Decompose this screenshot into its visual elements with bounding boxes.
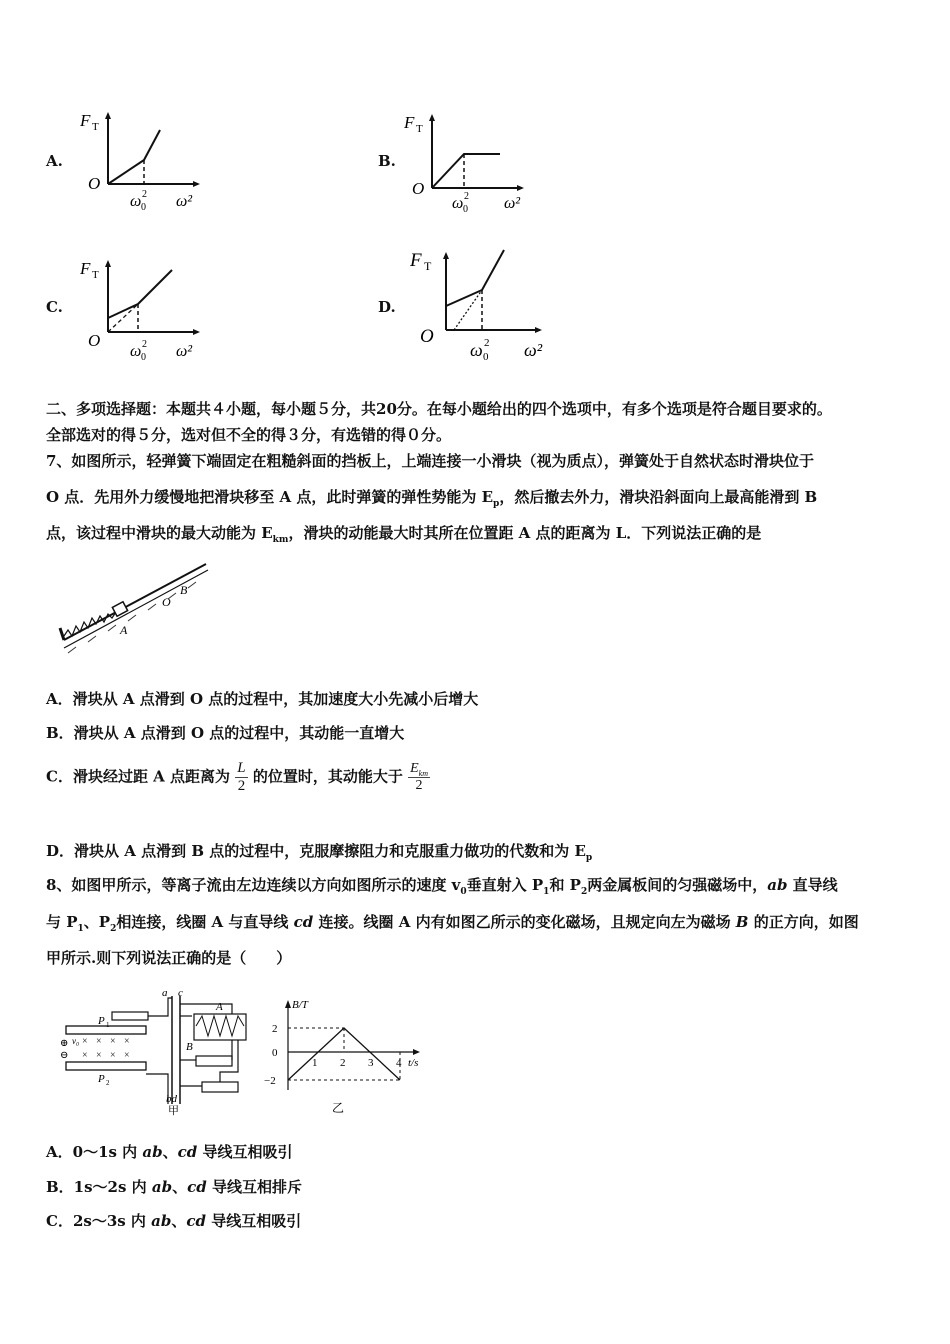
svg-text:2: 2 [142, 189, 147, 200]
q8-option-c: C．2s～3s 内 ab、cd 导线互相吸引 [46, 1212, 302, 1230]
q8-stem-line3: 甲所示.则下列说法正确的是（ ） [46, 949, 292, 967]
q7-frac-ekm-over-2: $\frac{E_{km}}{2}$ [410, 760, 428, 794]
graph-c-ylabel: F [80, 259, 91, 278]
graph-option-b [404, 108, 539, 218]
q8-graph-xlabel: t/s [408, 1057, 419, 1069]
q8-label-a: a [162, 987, 168, 999]
q8-graph-ytop: 2 [272, 1023, 278, 1035]
svg-text:2: 2 [484, 337, 490, 349]
q8-graph-ybot: −2 [264, 1075, 276, 1087]
q8-option-a: A．0～1s 内 ab、cd 导线互相吸引 [46, 1143, 293, 1161]
graph-c-origin: O [88, 331, 101, 350]
svg-text:⊖: ⊖ [60, 1050, 69, 1061]
graph-d-tick: ω [470, 340, 483, 360]
graph-d-curve [446, 250, 504, 306]
graph-b-ysub: T [416, 123, 423, 135]
graph-d-ysub: T [424, 259, 432, 273]
q7-incline-figure [56, 560, 216, 655]
q8-figure [56, 986, 436, 1116]
q7-stem-line1: 7、如图所示，轻弹簧下端固定在粗糙斜面的挡板上，上端连接一小滑块（视为质点），弹簧处于自然状态时滑块位于 [46, 452, 814, 470]
q8-xtick-3: 3 [368, 1057, 374, 1069]
option-c-label: C. [46, 298, 63, 316]
q7-label-o: O [162, 595, 171, 609]
graph-a-ylabel: F [80, 111, 91, 130]
q7-label-a: A [120, 623, 128, 637]
svg-text:0: 0 [483, 351, 489, 363]
q8-label-coil-a: A [216, 1001, 223, 1013]
svg-text:⊕: ⊕ [60, 1038, 69, 1049]
graph-b-xlabel: ω² [504, 195, 521, 212]
graph-option-c [80, 256, 210, 366]
svg-text:×: × [82, 1036, 88, 1047]
svg-text:0: 0 [141, 352, 146, 363]
graph-option-d [410, 244, 560, 368]
q8-b-t-graph [264, 999, 420, 1115]
q8-graph-title: B/T [292, 999, 308, 1011]
graph-option-a [80, 108, 210, 218]
graph-a-tick: ω [130, 193, 142, 210]
graph-c-ysub: T [92, 269, 99, 281]
svg-text:0: 0 [141, 202, 146, 213]
svg-text:×: × [82, 1050, 88, 1061]
svg-text:×: × [96, 1036, 102, 1047]
graph-b-tick: ω [452, 195, 464, 212]
q8-label-bd: bd [166, 1093, 177, 1105]
svg-text:1: 1 [106, 1021, 110, 1029]
q7-option-c: C．滑块经过距 A 点距离为 $\frac{L}{2}$ 的位置时，其动能大于 $\frac{E_{km}}{2}$ [46, 760, 428, 794]
svg-text:×: × [124, 1036, 130, 1047]
svg-text:×: × [96, 1050, 102, 1061]
svg-text:2: 2 [106, 1079, 110, 1087]
q8-xtick-1: 1 [312, 1057, 318, 1069]
graph-a-origin: O [88, 174, 101, 193]
svg-text:2: 2 [464, 191, 469, 202]
q8-label-b: B [186, 1041, 193, 1053]
svg-text:×: × [110, 1036, 116, 1047]
graph-c-tick: ω [130, 343, 142, 360]
graph-d-ylabel: F [410, 250, 422, 271]
q8-caption-right: 乙 [332, 1101, 345, 1115]
q8-stem-line2: 与 $P_1$、$P_2$相连接，线圈 A 与直导线 cd 连接。线圈 A 内有如图乙所示的变化磁场，且规定向左为磁场 B 的正方向，如图 [46, 913, 859, 934]
q8-xtick-4: 4 [396, 1057, 402, 1069]
graph-a-curve [108, 130, 160, 184]
q8-stem-line1: 8、如图甲所示，等离子流由左边连续以方向如图所示的速度 $v_0$垂直射入 $P_1$和 $P_2$两金属板间的匀强磁场中，ab 直导线 [46, 876, 838, 897]
q8-v0: v₀ [72, 1036, 80, 1046]
graph-d-xlabel: ω² [524, 340, 543, 360]
svg-text:×: × [124, 1050, 130, 1061]
option-b-label: B. [378, 152, 396, 170]
q8-graph-yzero: 0 [272, 1047, 278, 1059]
svg-text:2: 2 [142, 339, 147, 350]
q8-figure-left [60, 987, 246, 1116]
q8-p1: P [98, 1015, 105, 1027]
graph-c-xlabel: ω² [176, 343, 193, 360]
q8-label-c: c [178, 987, 183, 999]
graph-d-origin: O [420, 326, 434, 347]
graph-b-curve [432, 154, 500, 188]
svg-text:×: × [110, 1050, 116, 1061]
graph-b-ylabel: F [404, 113, 415, 132]
option-d-label: D. [378, 298, 396, 316]
q7-option-d: D．滑块从 A 点滑到 B 点的过程中，克服摩擦阻力和克服重力做功的代数和为 $E_p$ [46, 842, 593, 863]
section-2-heading-line1: 二、多项选择题：本题共４小题，每小题５分，共20分。在每小题给出的四个选项中，有多个选项是符合题目要求的。 [46, 400, 832, 418]
q7-stem-line3: 点，该过程中滑块的最大动能为 $E_{km}$，滑块的动能最大时其所在位置距 A 点的距离为 L．下列说法正确的是 [46, 524, 762, 545]
q8-xtick-2: 2 [340, 1057, 346, 1069]
q7-option-a: A．滑块从 A 点滑到 O 点的过程中，其加速度大小先减小后增大 [46, 690, 479, 708]
q8-option-b: B．1s～2s 内 ab、cd 导线互相排斥 [46, 1178, 302, 1196]
graph-c-curve [108, 270, 172, 318]
q8-caption-left: 甲 [168, 1105, 179, 1116]
graph-b-origin: O [412, 179, 425, 198]
graph-a-ysub: T [92, 121, 99, 133]
q8-p2: P [98, 1073, 105, 1085]
graph-a-xlabel: ω² [176, 193, 193, 210]
q7-frac-l-over-2: $\frac{L}{2}$ [237, 760, 246, 794]
section-2-heading-line2: 全部选对的得５分，选对但不全的得３分，有选错的得０分。 [46, 426, 452, 444]
option-a-label: A. [46, 152, 63, 170]
q7-stem-line2: O 点．先用外力缓慢地把滑块移至 A 点，此时弹簧的弹性势能为 $E_p$，然后撤去外力，滑块沿斜面向上最高能滑到 B [46, 488, 818, 509]
svg-text:0: 0 [463, 204, 468, 215]
q7-label-b: B [180, 583, 188, 597]
q7-option-b: B．滑块从 A 点滑到 O 点的过程中，其动能一直增大 [46, 724, 405, 742]
